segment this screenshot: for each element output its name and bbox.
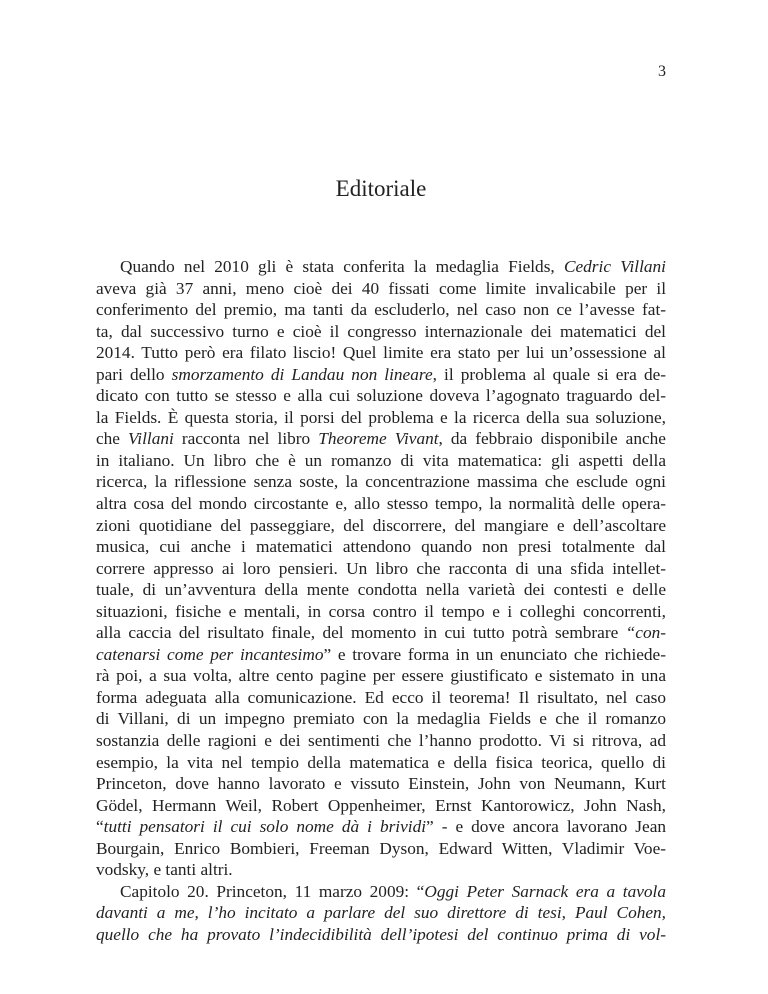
italic-text: Theoreme Vivant [318, 429, 439, 449]
text-line [96, 622, 666, 644]
text-line [96, 579, 666, 601]
italic-text: “con- [625, 623, 666, 643]
italic-text: tutti pensatori il cui solo nome dà i brividi [103, 817, 427, 837]
text-line [96, 816, 666, 838]
italic-text: Villani [128, 429, 174, 449]
page-title: Editoriale [335, 176, 427, 201]
text-line [96, 428, 666, 450]
text-line [96, 450, 666, 472]
text-segment: sostanzia delle ragioni e dei sentimenti che l’hanno prodotto. Vi si ritrova, ad [96, 731, 666, 751]
text-line [96, 752, 666, 774]
text-line [96, 859, 666, 881]
text-segment: Quando nel 2010 gli è stata conferita la medaglia Fields, [120, 257, 564, 276]
text-segment: vodsky, e tanti altri. [96, 860, 233, 880]
text-line [96, 687, 666, 709]
text-line [96, 385, 666, 407]
text-segment: pari dello [96, 364, 172, 384]
text-line [96, 881, 666, 903]
text-line [96, 665, 666, 687]
italic-text: Oggi Peter Sarnack era a tavola [424, 881, 666, 901]
italic-text: smorzamento di Landau non lineare [171, 364, 433, 384]
text-segment: ta, dal successivo turno e cioè il congresso internazionale dei matematici del [96, 321, 666, 341]
text-line [96, 493, 666, 515]
text-segment: la Fields. È questa storia, il porsi del problema e la ricerca della sua soluzione, [96, 407, 666, 427]
text-segment: tuale, di un’avventura della mente condotta nella varietà dei contesti e delle [96, 580, 666, 600]
text-line [96, 644, 666, 666]
text-segment: zioni quotidiane del passeggiare, del discorrere, del mangiare e dell’ascoltare [96, 515, 666, 535]
text-line [96, 558, 666, 580]
text-segment: Bourgain, Enrico Bombieri, Freeman Dyson, Edward Witten, Vladimir Voe- [96, 838, 666, 858]
text-segment: Gödel, Hermann Weil, Robert Oppenheimer, Ernst Kantorowicz, John Nash, [96, 795, 666, 815]
text-segment: in italiano. Un libro che è un romanzo di vita matematica: gli aspetti della [96, 450, 666, 470]
italic-text: davanti a me, l’ho incitato a parlare del suo direttore di tesi, Paul Cohen, [96, 903, 666, 923]
text-line [96, 321, 666, 343]
text-segment: Princeton, dove hanno lavorato e vissuto Einstein, John von Neumann, Kurt [96, 774, 666, 794]
text-line [96, 364, 666, 386]
text-line [96, 256, 666, 278]
text-segment: conferimento del premio, ma tanti da escluderlo, nel caso non ce l’avesse fat- [96, 300, 666, 320]
text-segment: di Villani, di un impegno premiato con la medaglia Fields e che il romanzo [96, 709, 666, 729]
text-segment: situazioni, fisiche e mentali, in corsa contro il tempo e i colleghi concorrenti, [96, 601, 666, 621]
text-segment: , da febbraio disponibile anche [438, 429, 666, 449]
text-line [96, 708, 666, 730]
text-segment: 2014. Tutto però era filato liscio! Quel limite era stato per lui un’ossessione al [96, 343, 666, 363]
text-segment: ricerca, la riflessione senza soste, la concentrazione massima che esclude ogni [96, 472, 666, 492]
text-segment: esempio, la vita nel tempio della matematica e della fisica teorica, quello di [96, 752, 666, 772]
text-line [96, 471, 666, 493]
text-segment: forma adeguata alla comunicazione. Ed ecco il teorema! Il risultato, nel caso [96, 687, 666, 707]
text-line [96, 536, 666, 558]
page-number: 3 [658, 63, 666, 80]
text-line [96, 902, 666, 924]
text-line [96, 278, 666, 300]
text-segment: dicato con tutto se stesso e alla cui soluzione doveva l’agognato traguardo del- [96, 386, 666, 406]
text-segment: aveva già 37 anni, meno cioè dei 40 fissati come limite invalicabile per il [96, 278, 666, 298]
text-line [96, 299, 666, 321]
text-line [96, 795, 666, 817]
body-text [96, 256, 666, 946]
text-line [96, 730, 666, 752]
text-segment: correre appresso ai loro pensieri. Un libro che racconta di una sfida intellet- [96, 558, 666, 578]
text-line [96, 407, 666, 429]
text-segment: , il problema al quale si era de- [432, 364, 667, 384]
text-segment: alla caccia del risultato finale, del momento in cui tutto potrà sembrare [96, 623, 626, 643]
text-line [96, 838, 666, 860]
text-segment: Capitolo 20. Princeton, 11 marzo 2009: “ [120, 881, 425, 901]
text-segment: ” e trovare forma in un enunciato che richiede- [323, 644, 666, 664]
text-line [96, 924, 666, 946]
italic-text: Cedric Villani [563, 257, 666, 276]
text-segment: “ [96, 817, 104, 837]
text-line [96, 342, 666, 364]
text-segment: rà poi, a sua volta, altre cento pagine per essere giustificato e sistemato in una [96, 666, 666, 686]
text-line [96, 601, 666, 623]
text-segment: che [96, 429, 129, 449]
text-segment: ” - e dove ancora lavorano Jean [426, 817, 667, 837]
text-line [96, 515, 666, 537]
italic-text: catenarsi come per incantesimo [96, 644, 324, 664]
text-segment: musica, cui anche i matematici attendono quando non presi totalmente dal [96, 537, 666, 557]
italic-text: quello che ha provato l’indecidibilità dell’ipotesi del continuo prima di vol- [96, 924, 666, 944]
text-segment: racconta nel libro [173, 429, 319, 449]
text-segment: altra cosa del mondo circostante e, allo stesso tempo, la normalità delle opera- [96, 494, 666, 514]
text-line [96, 773, 666, 795]
